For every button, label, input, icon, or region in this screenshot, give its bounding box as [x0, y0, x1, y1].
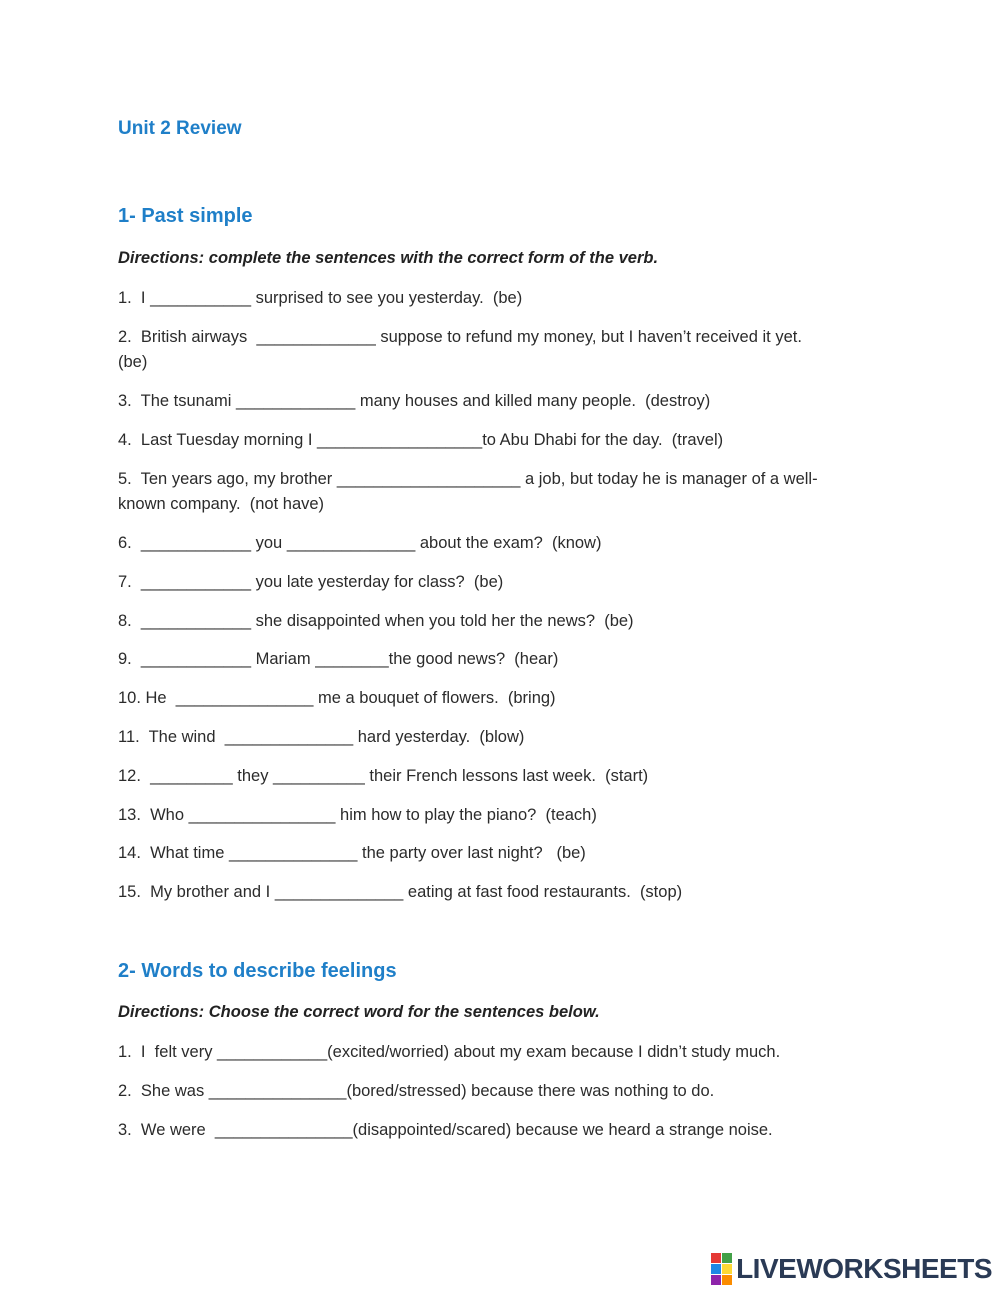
exercise-line: 9. ____________ Mariam ________the good news? (hear): [118, 650, 559, 668]
exercise-line: 14. What time ______________ the party over last night? (be): [118, 844, 586, 862]
exercise-line: 1. I felt very ____________(excited/worried) about my exam because I didn’t study much.: [118, 1043, 781, 1061]
exercise-line: 13. Who ________________ him how to play the piano? (teach): [118, 806, 597, 824]
exercise-line: 1. I ___________ surprised to see you yesterday. (be): [118, 289, 523, 307]
exercise-line: 5. Ten years ago, my brother ____________________ a job, but today he is manager of a well-: [118, 470, 818, 488]
logo-icon: [711, 1253, 732, 1285]
exercise-line: known company. (not have): [118, 495, 325, 513]
exercise-line: 11. The wind ______________ hard yesterday. (blow): [118, 728, 525, 746]
logo-text: LIVEWORKSHEETS: [736, 1253, 992, 1284]
exercise-line: 2. British airways _____________ suppose to refund my money, but I haven’t received it yet.: [118, 328, 802, 346]
exercise-line: 15. My brother and I ______________ eating at fast food restaurants. (stop): [118, 883, 683, 901]
exercise-line: (be): [118, 353, 148, 371]
exercise-line: 7. ____________ you late yesterday for class? (be): [118, 573, 504, 591]
exercise-line: 6. ____________ you ______________ about the exam? (know): [118, 534, 602, 552]
section-2-directions: Directions: Choose the correct word for the sentences below.: [118, 1003, 600, 1021]
liveworksheets-logo: [711, 1253, 992, 1285]
exercise-line: 4. Last Tuesday morning I __________________to Abu Dhabi for the day. (travel): [118, 431, 724, 449]
exercise-line: 3. We were _______________(disappointed/scared) because we heard a strange noise.: [118, 1121, 773, 1139]
exercise-line: 3. The tsunami _____________ many houses and killed many people. (destroy): [118, 392, 711, 410]
section-1-heading: 1- Past simple: [118, 205, 253, 227]
section-1-directions: Directions: complete the sentences with the correct form of the verb.: [118, 249, 659, 267]
exercise-line: 2. She was _______________(bored/stressed) because there was nothing to do.: [118, 1082, 715, 1100]
exercise-line: 12. _________ they __________ their French lessons last week. (start): [118, 767, 649, 785]
page-title: Unit 2 Review: [118, 118, 242, 139]
exercise-line: 8. ____________ she disappointed when you told her the news? (be): [118, 612, 634, 630]
section-2-heading: 2- Words to describe feelings: [118, 960, 397, 982]
exercise-line: 10. He _______________ me a bouquet of flowers. (bring): [118, 689, 556, 707]
